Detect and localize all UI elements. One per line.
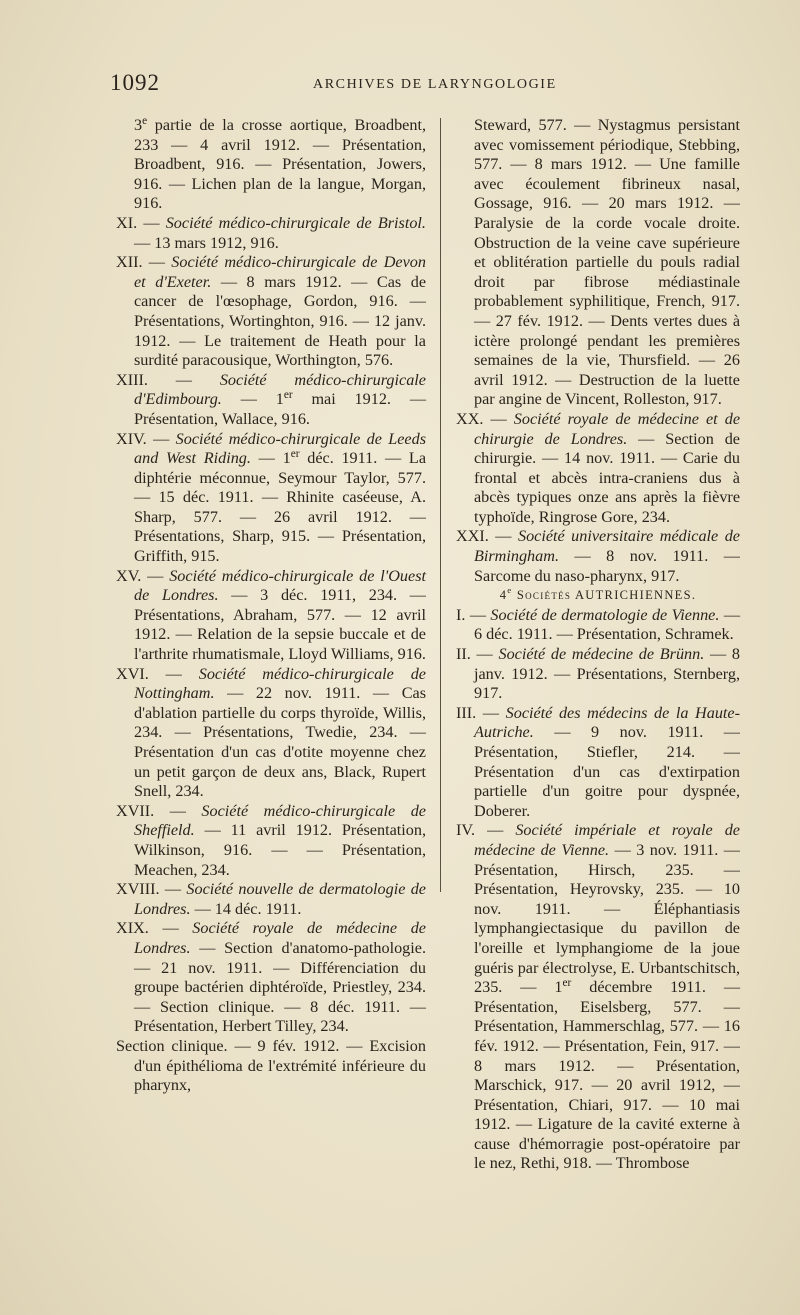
entry-text: partie de la crosse aortique, Broadbent, 233 — 4 avril 1912. — Présentation, Broadbent, 916. — Présentation, Jowers, 916. — Lichen plan de la langue, Morgan, 916. xyxy=(134,116,426,213)
entry-text: III. — xyxy=(456,703,506,722)
index-entry xyxy=(116,802,426,880)
entry-text: XX. — xyxy=(456,409,514,428)
index-entry xyxy=(116,214,426,253)
index-entry xyxy=(116,253,426,371)
index-entry xyxy=(456,606,740,645)
index-entry xyxy=(116,919,426,1037)
entry-text: — Section d'anatomo-pathologie. — 21 nov. 1911. — Différenciation du groupe bactérien diphtéroïde, Priestley, 234. — Section clinique. — 8 déc. 1911. — Présentation, Herbert Tilley, 234. xyxy=(134,938,426,1036)
entry-text: e xyxy=(507,585,513,596)
entry-text: Sociétés xyxy=(516,588,572,603)
society-name: Société de médecine de Brünn. xyxy=(498,645,705,664)
entry-text: — 6 déc. 1911. — Présentation, Schramek. xyxy=(474,605,741,644)
index-entry xyxy=(456,116,740,410)
entry-text: — 3 nov. 1911. — Présentation, Hirsch, 235. — Présentation, Heyrovsky, 235. — 10 nov. 1911. — Éléphantiasis lymphangiectasique du pavillon de l'oreille et lymphangiome de la joue guéris par électrolyse, E. Urbantschitsch, 235. — 1 xyxy=(474,840,740,997)
page-number: 1092 xyxy=(110,70,160,95)
right-column xyxy=(456,116,740,1174)
entry-text: II. — xyxy=(456,645,499,664)
entry-text: — 1 xyxy=(221,390,284,409)
index-entry xyxy=(116,880,426,919)
entry-text: — 14 déc. 1911. xyxy=(190,899,302,918)
entry-text: — 8 janv. 1912. — Présentations, Sternberg, 917. xyxy=(474,645,741,703)
society-name: Société médico-chirurgicale de Sheffield. xyxy=(134,801,426,840)
society-name: Société médico-chirurgicale de Devon et d'Exeter. xyxy=(134,253,426,291)
society-name: Société médico-chirurgicale de l'Ouest de Londres. xyxy=(134,566,427,605)
index-entry xyxy=(116,1037,426,1096)
entry-text: er xyxy=(283,389,293,402)
index-entry xyxy=(456,410,740,528)
index-entry xyxy=(116,665,426,802)
entry-text: AUTRICHIENNES. xyxy=(571,588,697,603)
society-name: Société de dermatologie de Vienne. xyxy=(490,605,720,624)
entry-text: e xyxy=(142,115,148,127)
index-entry xyxy=(116,567,426,665)
entry-text: XII. — xyxy=(116,253,172,272)
society-name: Société impériale et royale de médecine de Vienne. xyxy=(474,821,740,859)
entry-text: XXI. — xyxy=(456,527,518,546)
page-header xyxy=(110,70,730,100)
entry-text: décembre 1911. — Présentation, Eiselsberg, 577. — Présentation, Hammerschlag, 577. — 16 fév. 1912. — Présentation, Fein, 917. — 8 mars 1912. — Présentation, Marschick, 917. — 20 avril 1912, — Présentation, Chiari, 917. — 10 mai 1912. — Ligature de la cavité externe à cause d'hémorragie post-opératoire par le nez, Rethi, 918. — Thrombose xyxy=(474,978,741,1173)
index-entry xyxy=(116,371,426,430)
index-entry xyxy=(456,704,740,822)
entry-text: er xyxy=(562,977,572,990)
entry-text: — 13 mars 1912, 916. xyxy=(134,233,279,252)
entry-text: déc. 1911. — La diphtérie méconnue, Seymour Taylor, 577. — 15 déc. 1911. — Rhinite caséeuse, A. Sharp, 577. — 26 avril 1912. — Présentations, Sharp, 915. — Présentation, Griffith, 915. xyxy=(134,449,427,566)
entry-text: XIII. — xyxy=(116,370,220,389)
index-entry xyxy=(456,527,740,586)
index-entry xyxy=(116,116,426,214)
entry-text: — 11 avril 1912. Présentation, Wilkinson, 916. — — Présentation, Meachen, 234. xyxy=(134,821,426,879)
column-divider xyxy=(440,118,441,892)
entry-text: Steward, 577. — Nystagmus persistant avec vomissement périodique, Stebbing, 577. — 8 mars 1912. — Une famille avec écoulement fibrineux nasal, Gossage, 916. — 20 mars 1912. — Paralysie de la corde vocale droite. Obstruction de la veine cave supérieure et oblitération partielle du pouls radial droit par fibrose médiastinale probablement syphilitique, French, 917. — 27 fév. 1912. — Dents vertes dues à ictère prolongé pendant les premières semaines de la vie, Thursfield. — 26 avril 1912. — Destruction de la luette par angine de Vincent, Rolleston, 917. xyxy=(474,116,740,409)
entry-text: XVII. — xyxy=(116,801,202,820)
society-name: Société médico-chirurgicale de Leeds and West Riding. xyxy=(134,429,427,468)
entry-text: XVIII. — xyxy=(116,880,187,899)
society-name: Société médico-chirurgicale de Bristol. xyxy=(165,213,426,232)
entry-text: XVI. — xyxy=(116,664,199,683)
index-entry xyxy=(456,645,740,704)
entry-text: — 22 nov. 1911. — Cas d'ablation partielle du corps thyroïde, Willis, 234. — Présentations, Twedie, 234. — Présentation d'un cas d'otite moyenne chez un petit garçon de deux ans, Black, Rupert Snell, 234. xyxy=(134,684,426,801)
entry-text: 4 xyxy=(499,588,508,603)
entry-text: — 8 nov. 1911. — Sarcome du naso-pharynx, 917. xyxy=(474,547,740,585)
society-name: Société royale de médecine de Londres. xyxy=(134,919,426,957)
section-heading xyxy=(456,586,740,606)
entry-text: er xyxy=(290,448,300,461)
entry-text: Section clinique. — 9 fév. 1912. — Excision d'un épithélioma de l'extrémité inférieure du pharynx, xyxy=(116,1036,426,1095)
entry-text: 3 xyxy=(134,116,143,134)
society-name: Société médico-chirurgicale d'Edimbourg. xyxy=(134,370,426,409)
index-entry xyxy=(116,430,426,567)
entry-text: XI. — xyxy=(116,213,166,232)
left-column xyxy=(116,116,426,1096)
running-title: ARCHIVES DE LARYNGOLOGIE xyxy=(313,77,557,92)
entry-text: I. — xyxy=(456,605,491,624)
entry-text: XIV. — xyxy=(116,429,176,448)
entry-text: mai 1912. — Présentation, Wallace, 916. xyxy=(134,390,427,428)
entry-text: — Section de chirurgie. — 14 nov. 1911. — Carie du frontal et abcès intra-craniens dus à abcès typiques onze ans après la fièvre typhoïde, Ringrose Gore, 234. xyxy=(474,429,740,526)
society-name: Société des médecins de la Haute-Autriche. xyxy=(474,703,741,742)
entry-text: — 3 déc. 1911, 234. — Présentations, Abraham, 577. — 12 avril 1912. — Relation de la sepsie buccale et de l'arthrite rhumatismale, Lloyd Williams, 916. xyxy=(134,586,426,664)
entry-text: XV. — xyxy=(116,566,170,585)
entry-text: — 8 mars 1912. — Cas de cancer de l'œsophage, Gordon, 916. — Présentations, Wortinghton, 916. — 12 janv. 1912. — Le traitement de Heath pour la surdité paracousique, Worthington, 576. xyxy=(134,272,426,370)
society-name: Société nouvelle de dermatologie de Londres. xyxy=(134,880,426,918)
entry-text: — 1 xyxy=(250,449,291,468)
index-entry xyxy=(456,821,740,1174)
society-name: Société médico-chirurgicale de Nottingham. xyxy=(134,664,426,703)
entry-text: IV. — xyxy=(456,821,516,840)
entry-text: — 9 nov. 1911. — Présentation, Stiefler, 214. — Présentation d'un cas d'extirpation partielle d'un goitre pour dyspnée, Doberer. xyxy=(474,723,740,820)
entry-text: XIX. — xyxy=(116,919,193,938)
society-name: Société universitaire médicale de Birmingham. xyxy=(474,527,740,566)
society-name: Société royale de médecine et de chirurgie de Londres. xyxy=(474,409,741,448)
